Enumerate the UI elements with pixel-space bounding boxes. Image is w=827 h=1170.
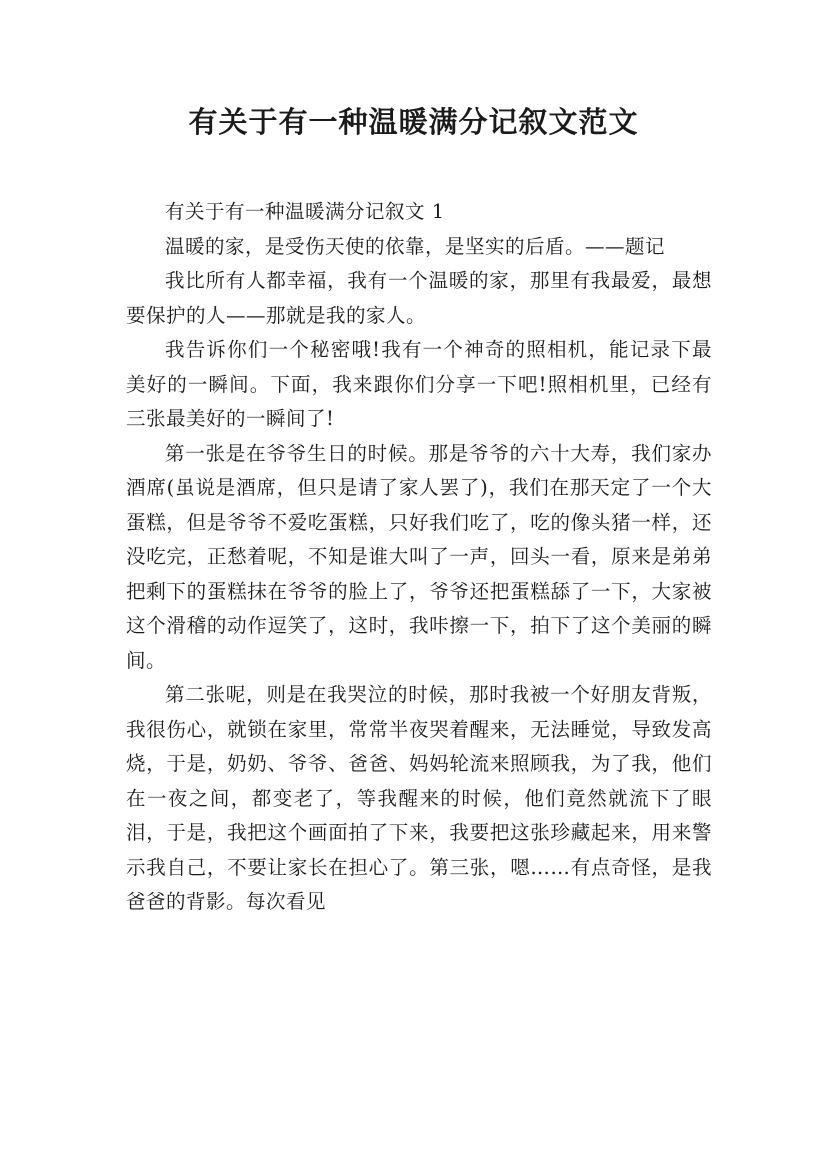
body-paragraph: 我比所有人都幸福，我有一个温暖的家，那里有我最爱，最想要保护的人——那就是我的家人。	[126, 269, 712, 327]
document-title: 有关于有一种温暖满分记叙文范文	[188, 105, 639, 139]
epigraph-paragraph: 温暖的家，是受伤天使的依靠，是坚实的后盾。——题记	[165, 234, 666, 258]
body-paragraph: 第一张是在爷爷生日的时候。那是爷爷的六十大寿，我们家办酒席(虽说是酒席，但只是请了家人罢了)，我们在那天定了一个大蛋糕，但是爷爷不爱吃蛋糕，只好我们吃了，吃的像头猪一样，还没吃完，正愁着呢，不知是谁大叫了一声，回头一看，原来是弟弟把剩下的蛋糕抹在爷爷的脸上了，爷爷还把蛋糕舔了一下，大家被这个滑稽的动作逗笑了，这时，我咔擦一下，拍下了这个美丽的瞬间。	[126, 441, 712, 672]
body-paragraph: 我告诉你们一个秘密哦!我有一个神奇的照相机，能记录下最美好的一瞬间。下面，我来跟你们分享一下吧!照相机里，已经有三张最美好的一瞬间了!	[126, 338, 712, 430]
body-paragraph: 第二张呢，则是在我哭泣的时候，那时我被一个好朋友背叛，我很伤心，就锁在家里，常常半夜哭着醒来，无法睡觉，导致发高烧，于是，奶奶、爷爷、爸爸、妈妈轮流来照顾我，为了我，他们在一夜之间，都变老了，等我醒来的时候，他们竟然就流下了眼泪，于是，我把这个画面拍了下来，我要把这张珍藏起来，用来警示我自己，不要让家长在担心了。第三张，嗯……有点奇怪，是我爸爸的背影。每次看见	[126, 683, 712, 913]
document-body	[126, 195, 712, 920]
section-heading: 有关于有一种温暖满分记叙文 1	[165, 200, 445, 223]
